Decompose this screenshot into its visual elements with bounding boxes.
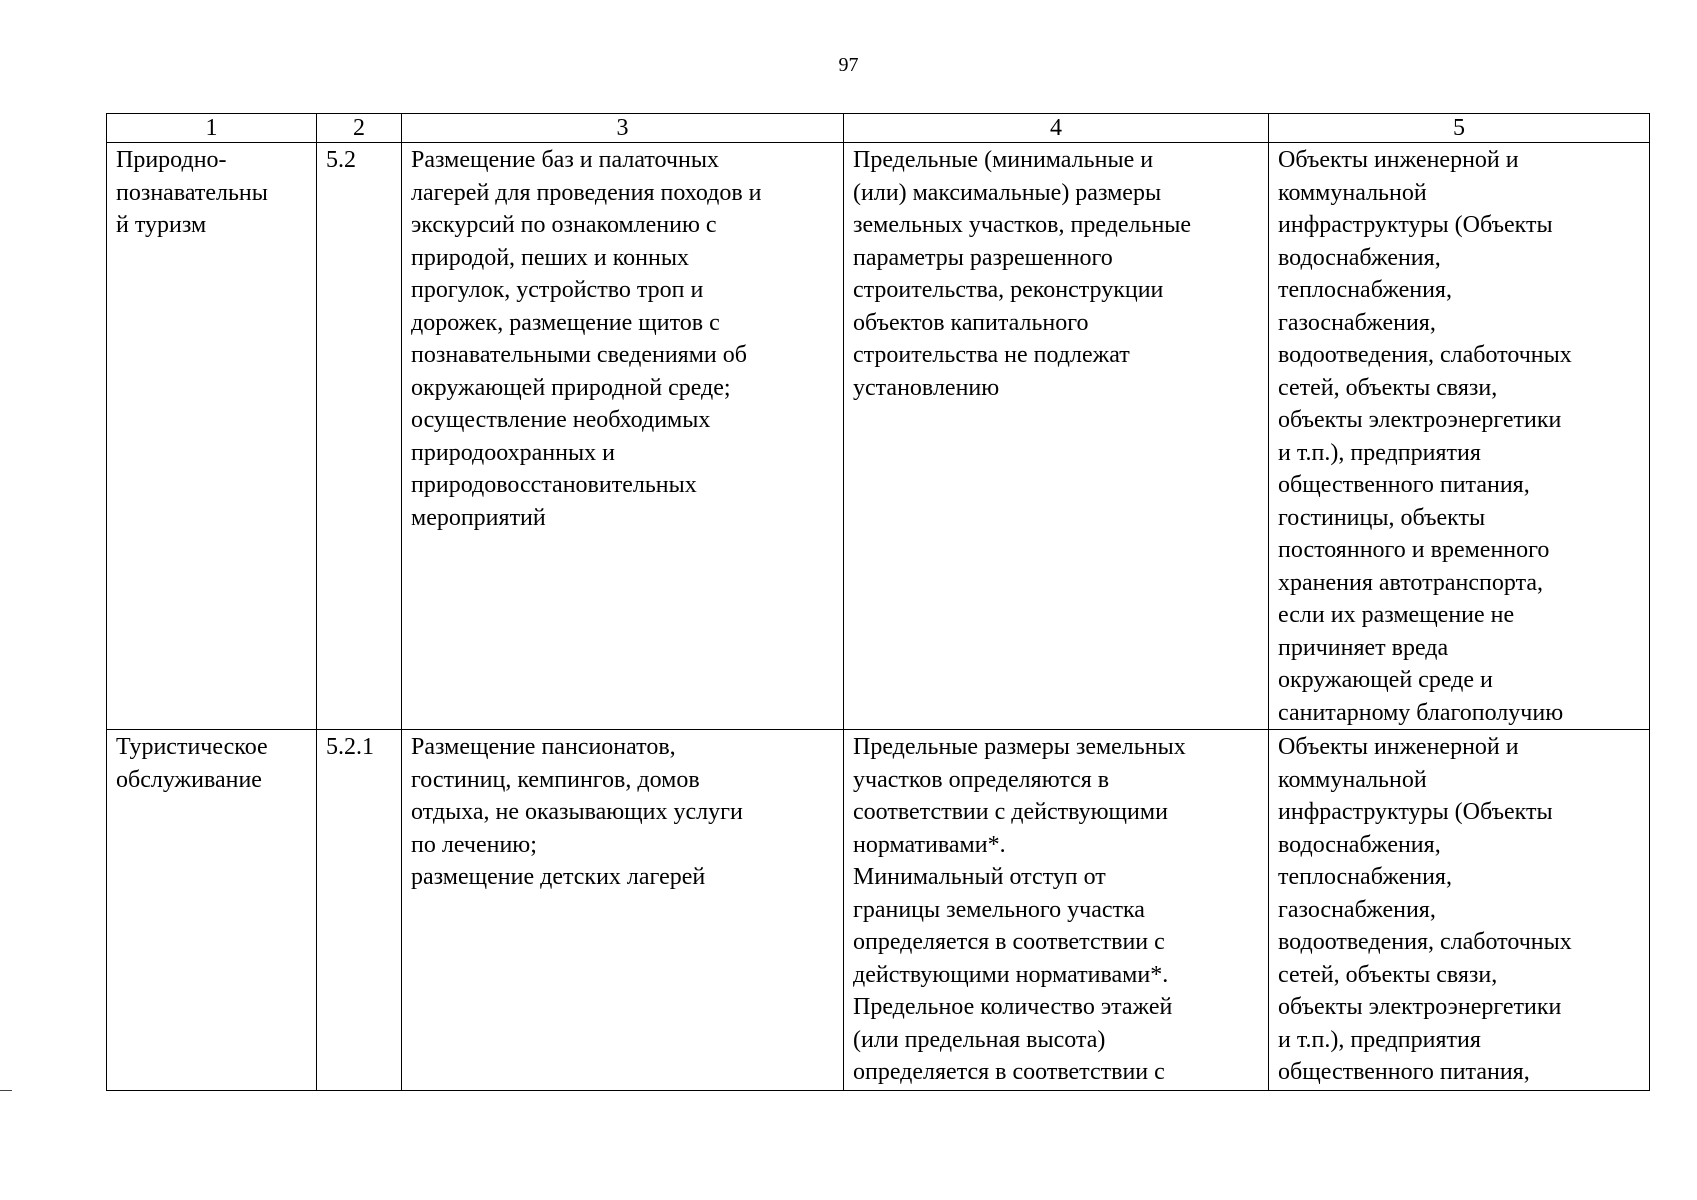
parameters: Предельные размеры земельных участков определяются в соответствии с действующими нормативами*. Минимальный отступ от границы земельного участка определяется в соответствии с действующими нормативами*. Предельное количество этажей (или предельная высота) определяется в соответствии с [853, 734, 1186, 1085]
use-type-name: Туристическое обслуживание [116, 734, 268, 793]
use-type-name-cell [107, 730, 317, 1091]
use-description-cell [402, 730, 844, 1091]
header-col-3: 3 [402, 114, 844, 143]
parameters: Предельные (минимальные и (или) максимальные) размеры земельных участков, предельные параметры разрешенного строительства, реконструкции объектов капитального строительства не подлежат установлению [853, 147, 1192, 401]
use-type-code-cell [317, 143, 402, 730]
auxiliary-uses-cell [1269, 730, 1650, 1091]
parameters-cell [844, 143, 1269, 730]
header-col-1: 1 [107, 114, 317, 143]
margin-mark [0, 1090, 12, 1091]
header-col-5: 5 [1269, 114, 1650, 143]
table-row [107, 143, 1650, 730]
auxiliary-uses-cell [1269, 143, 1650, 730]
land-use-table [106, 113, 1650, 1091]
page-number: 97 [838, 54, 859, 76]
use-type-name: Природно- познавательны й туризм [116, 147, 268, 238]
use-description-cell [402, 143, 844, 730]
use-description: Размещение баз и палаточных лагерей для проведения походов и экскурсий по ознакомлению с природой, пеших и конных прогулок, устройство троп и дорожек, размещение щитов с познавательными сведениями об окружающей природной среде; осуществление необходимых природоохранных и природовосстановительных мероприятий [411, 147, 762, 531]
header-col-2: 2 [317, 114, 402, 143]
table-header-row [107, 114, 1650, 143]
table-row [107, 730, 1650, 1091]
parameters-cell [844, 730, 1269, 1091]
auxiliary-uses: Объекты инженерной и коммунальной инфраструктуры (Объекты водоснабжения, теплоснабжения, газоснабжения, водоотведения, слаботочных сетей, объекты связи, объекты электроэнергетики и т.п.), предприятия общественного питания, [1278, 734, 1572, 1085]
use-type-name-cell [107, 143, 317, 730]
use-description: Размещение пансионатов, гостиниц, кемпингов, домов отдыха, не оказывающих услуги по лечению; размещение детских лагерей [411, 734, 743, 890]
use-type-code-cell [317, 730, 402, 1091]
use-type-code: 5.2.1 [326, 734, 374, 760]
use-type-code: 5.2 [326, 147, 356, 173]
header-col-4: 4 [844, 114, 1269, 143]
auxiliary-uses: Объекты инженерной и коммунальной инфраструктуры (Объекты водоснабжения, теплоснабжения, газоснабжения, водоотведения, слаботочных сетей, объекты связи, объекты электроэнергетики и т.п.), предприятия общественного питания, гостиницы, объекты постоянного и временного хранения автотранспорта, если их размещение не причиняет вреда окружающей среде и санитарному благополучию [1278, 147, 1572, 726]
